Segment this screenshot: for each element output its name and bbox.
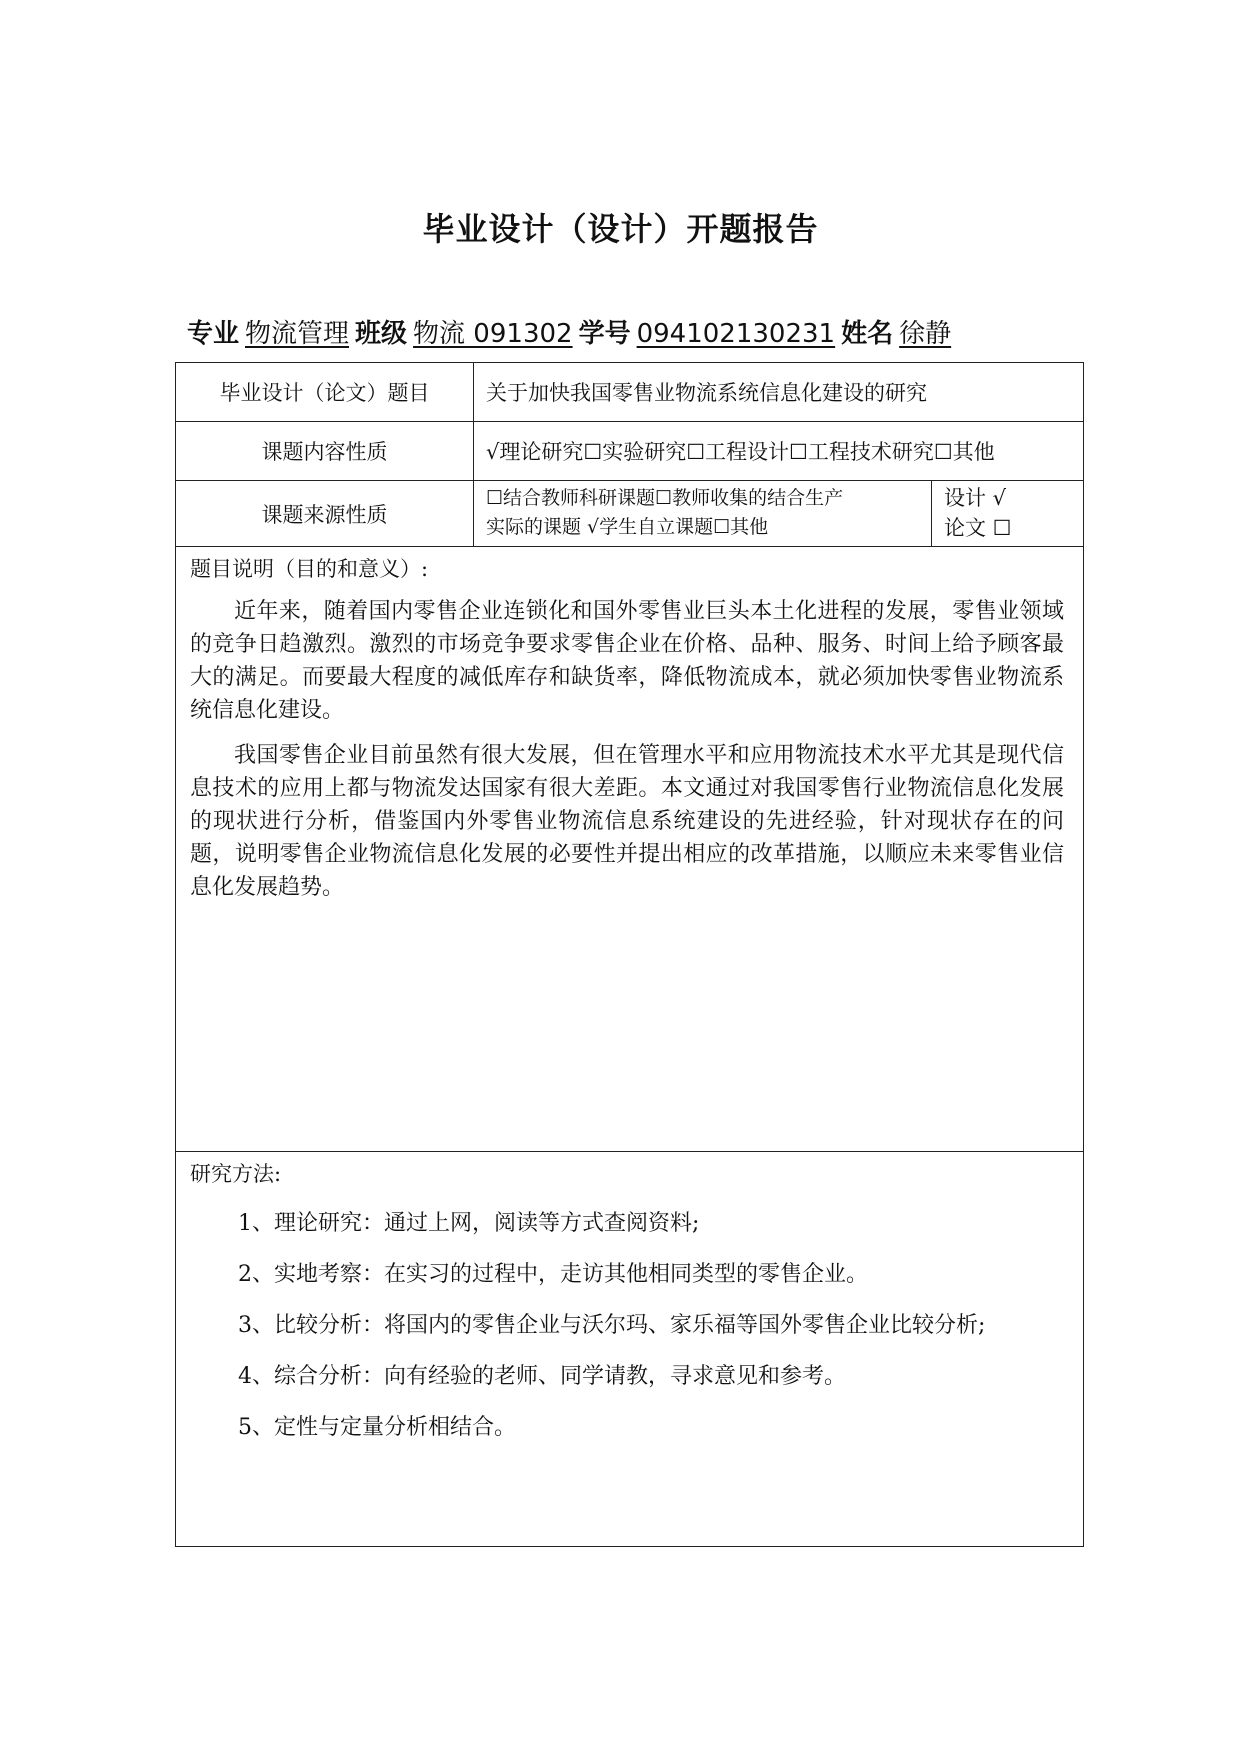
content-nature-label: 课题内容性质 [176, 422, 474, 480]
student-id-value: 094102130231 [636, 319, 836, 349]
description-paragraph-2: 我国零售企业目前虽然有很大发展，但在管理水平和应用物流技术水平尤其是现代信息技术的应用上都与物流发达国家有很大差距。本文通过对我国零售行业物流信息化发展的现状进行分析，借鉴国内外零售业物流信息系统建设的先进经验，针对现状存在的问题，说明零售企业物流信息化发展的必要性并提出相应的改革措施，以顺应未来零售业信息化发展趋势。 [190, 743, 1064, 900]
source-nature-value [474, 481, 931, 547]
class-label: 班级 [355, 319, 408, 349]
thesis-mark: 论文 ☐ [944, 516, 1012, 540]
source-line-2: 实际的课题 √学生自立课题☐其他 [486, 516, 769, 538]
description-section [175, 546, 1084, 1152]
method-item: 2、实地考察：在实习的过程中，走访其他相同类型的零售企业。 [238, 1262, 868, 1287]
student-id-label: 学号 [578, 319, 631, 349]
methods-section [175, 1151, 1084, 1547]
design-thesis-cell [931, 481, 1083, 547]
name-value: 徐静 [899, 319, 952, 349]
method-item: 5、定性与定量分析相结合。 [238, 1415, 516, 1440]
method-item: 3、比较分析：将国内的零售企业与沃尔玛、家乐福等国外零售企业比较分析; [238, 1313, 986, 1338]
major-value: 物流管理 [245, 319, 350, 349]
source-nature-label: 课题来源性质 [176, 481, 474, 547]
page-title: 毕业设计（设计）开题报告 [422, 210, 819, 248]
content-nature-row [176, 422, 1083, 481]
topic-label: 毕业设计（论文）题目 [176, 363, 474, 421]
source-nature-row [176, 481, 1083, 547]
topic-value: 关于加快我国零售业物流系统信息化建设的研究 [486, 381, 927, 405]
source-line-1: ☐结合教师科研课题☐教师收集的结合生产 [486, 487, 844, 509]
content-nature-value: √理论研究☐实验研究☐工程设计☐工程技术研究☐其他 [486, 440, 995, 464]
topic-row [176, 363, 1083, 422]
description-paragraph-1: 近年来，随着国内零售企业连锁化和国外零售业巨头本土化进程的发展，零售业领域的竞争日趋激烈。激烈的市场竞争要求零售企业在价格、品种、服务、时间上给予顾客最大的满足。而要最大程度的减低库存和缺货率，降低物流成本，就必须加快零售业物流系统信息化建设。 [190, 599, 1064, 723]
method-item: 1、理论研究：通过上网，阅读等方式查阅资料; [238, 1211, 700, 1236]
design-mark: 设计 √ [944, 486, 1007, 510]
major-label: 专业 [187, 319, 240, 349]
description-heading: 题目说明（目的和意义）: [190, 557, 429, 581]
class-value: 物流 091302 [413, 319, 573, 349]
topic-info-table [175, 362, 1084, 547]
name-label: 姓名 [841, 319, 894, 349]
methods-heading: 研究方法: [190, 1162, 282, 1186]
method-item: 4、综合分析：向有经验的老师、同学请教，寻求意见和参考。 [238, 1364, 846, 1389]
student-info-line [187, 313, 1067, 350]
